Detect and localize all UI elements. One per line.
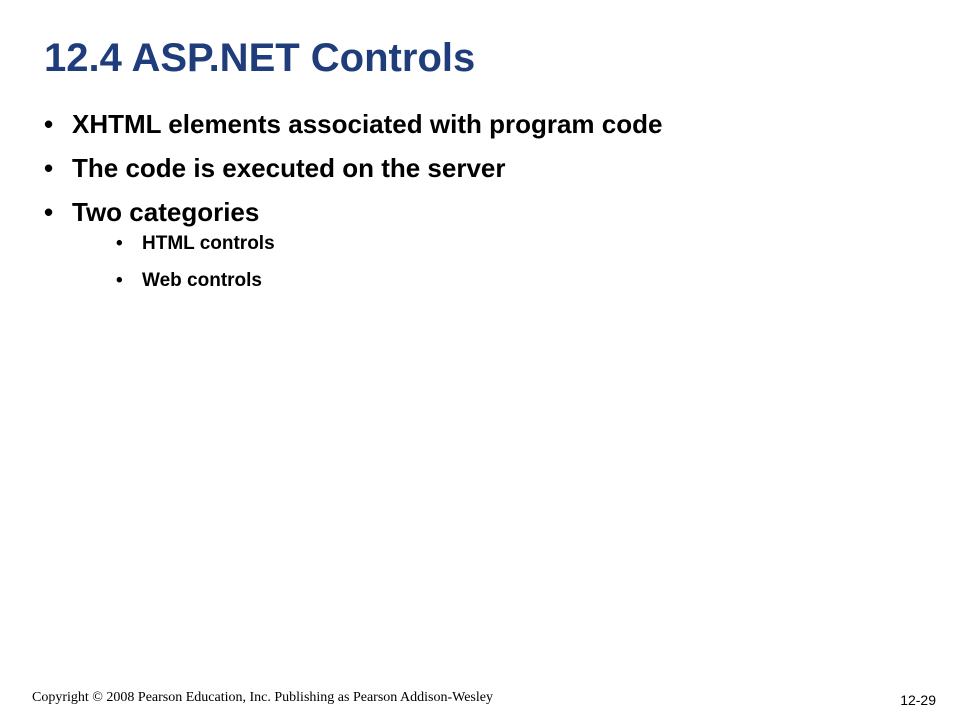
bullet-icon: • xyxy=(44,153,54,183)
bullet-icon: • xyxy=(44,197,54,227)
page-number: 12-29 xyxy=(900,692,936,708)
sub-bullet-icon: • xyxy=(116,270,123,291)
sub-bullet-list xyxy=(72,232,662,293)
sub-bullet-text: HTML controls xyxy=(142,233,275,254)
slide-title: 12.4 ASP.NET Controls xyxy=(44,36,476,80)
bullet-list xyxy=(44,108,662,306)
sub-bullet-text: Web controls xyxy=(142,270,262,291)
sub-bullet-item xyxy=(116,232,662,256)
bullet-text: XHTML elements associated with program code xyxy=(72,109,663,139)
footer-copyright: Copyright © 2008 Pearson Education, Inc. Publishing as Pearson Addison-Wesley xyxy=(32,690,493,705)
bullet-item xyxy=(44,152,662,184)
sub-bullet-item xyxy=(116,269,662,293)
bullet-icon: • xyxy=(44,109,54,139)
bullet-text: Two categories xyxy=(72,197,260,227)
bullet-item xyxy=(44,108,662,140)
bullet-text: The code is executed on the server xyxy=(72,153,506,183)
bullet-item xyxy=(44,196,662,293)
sub-bullet-icon: • xyxy=(116,233,123,254)
